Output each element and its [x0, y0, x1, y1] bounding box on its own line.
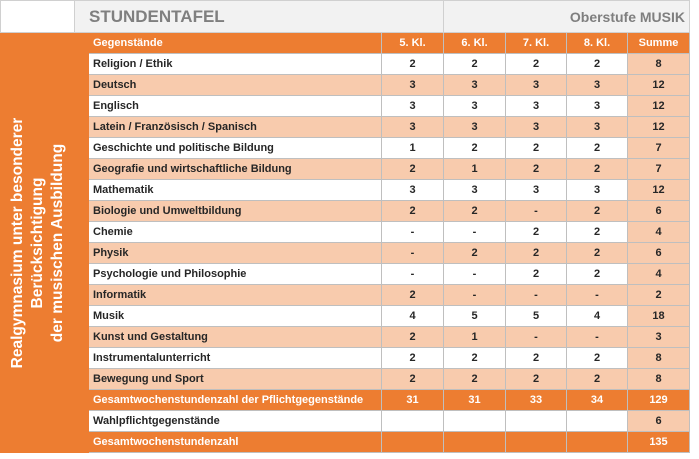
hours-k8: 2: [567, 138, 628, 159]
hours-k7: 2: [506, 369, 567, 390]
subject-name: Geografie und wirtschaftliche Bildung: [89, 159, 382, 180]
pflicht-total-sum: 129: [628, 390, 690, 411]
wahlpflicht-sum: 6: [628, 411, 690, 432]
wahlpflicht-k8: [567, 411, 628, 432]
hours-sum: 4: [628, 222, 690, 243]
subject-name: Religion / Ethik: [89, 54, 382, 75]
hours-k5: 3: [382, 180, 444, 201]
table-row: [1, 222, 690, 243]
subject-name: Englisch: [89, 96, 382, 117]
hours-k5: 3: [382, 96, 444, 117]
hours-sum: 6: [628, 243, 690, 264]
grand-total-k5: [382, 432, 444, 453]
hours-sum: 3: [628, 327, 690, 348]
hours-sum: 2: [628, 285, 690, 306]
page-subtitle: Oberstufe MUSIK: [444, 1, 690, 33]
table-row: [1, 327, 690, 348]
hours-k8: 2: [567, 264, 628, 285]
hours-k5: -: [382, 264, 444, 285]
column-header-subject: Gegenstände: [89, 33, 382, 54]
hours-k6: 3: [444, 96, 506, 117]
hours-k8: 2: [567, 54, 628, 75]
hours-k5: 2: [382, 201, 444, 222]
hours-k6: 1: [444, 327, 506, 348]
pflicht-total-k7: 33: [506, 390, 567, 411]
grand-total-row: [1, 432, 690, 453]
hours-k5: 2: [382, 54, 444, 75]
table-row: [1, 348, 690, 369]
table-row: [1, 159, 690, 180]
hours-k5: 2: [382, 285, 444, 306]
subject-name: Latein / Französisch / Spanisch: [89, 117, 382, 138]
subject-name: Mathematik: [89, 180, 382, 201]
wahlpflicht-k7: [506, 411, 567, 432]
table-row: [1, 264, 690, 285]
hours-sum: 8: [628, 54, 690, 75]
hours-k5: -: [382, 243, 444, 264]
hours-k7: 2: [506, 348, 567, 369]
hours-k8: 3: [567, 96, 628, 117]
column-header-k6: 6. Kl.: [444, 33, 506, 54]
hours-k5: 2: [382, 348, 444, 369]
hours-k7: 3: [506, 75, 567, 96]
wahlpflicht-k6: [444, 411, 506, 432]
hours-k5: 3: [382, 117, 444, 138]
hours-sum: 12: [628, 180, 690, 201]
subject-name: Chemie: [89, 222, 382, 243]
table-row: [1, 369, 690, 390]
column-header-sum: Summe: [628, 33, 690, 54]
table-row: [1, 138, 690, 159]
subject-name: Informatik: [89, 285, 382, 306]
subject-name: Geschichte und politische Bildung: [89, 138, 382, 159]
subject-name: Musik: [89, 306, 382, 327]
grand-total-label: Gesamtwochenstundenzahl: [89, 432, 382, 453]
table-row: [1, 306, 690, 327]
hours-k8: 2: [567, 348, 628, 369]
hours-sum: 6: [628, 201, 690, 222]
hours-k8: -: [567, 327, 628, 348]
hours-sum: 8: [628, 348, 690, 369]
hours-k6: 3: [444, 180, 506, 201]
hours-k8: 2: [567, 222, 628, 243]
table-row: [1, 180, 690, 201]
hours-sum: 7: [628, 159, 690, 180]
header-row: [1, 33, 690, 54]
side-label-cell: [1, 33, 75, 453]
hours-k8: -: [567, 285, 628, 306]
hours-k8: 3: [567, 180, 628, 201]
side-label-line: Berücksichtigung: [28, 177, 46, 308]
pflicht-total-label: Gesamtwochenstundenzahl der Pflichtgegenstände: [89, 390, 382, 411]
hours-k5: -: [382, 222, 444, 243]
hours-k7: -: [506, 327, 567, 348]
corner-cell: [1, 1, 75, 33]
hours-k7: 2: [506, 264, 567, 285]
hours-k8: 2: [567, 159, 628, 180]
hours-k7: 3: [506, 96, 567, 117]
table-row: [1, 285, 690, 306]
hours-k5: 2: [382, 327, 444, 348]
hours-sum: 12: [628, 96, 690, 117]
side-label: [8, 117, 68, 368]
hours-sum: 12: [628, 117, 690, 138]
hours-sum: 7: [628, 138, 690, 159]
hours-k5: 4: [382, 306, 444, 327]
hours-k6: 2: [444, 348, 506, 369]
hours-k6: 2: [444, 138, 506, 159]
hours-k7: 2: [506, 222, 567, 243]
hours-k5: 2: [382, 159, 444, 180]
hours-k8: 2: [567, 369, 628, 390]
column-header-k5: 5. Kl.: [382, 33, 444, 54]
wahlpflicht-k5: [382, 411, 444, 432]
hours-k6: 5: [444, 306, 506, 327]
hours-k6: 2: [444, 369, 506, 390]
grand-total-k6: [444, 432, 506, 453]
table-row: [1, 117, 690, 138]
hours-k7: 3: [506, 117, 567, 138]
hours-k6: -: [444, 264, 506, 285]
subject-name: Kunst und Gestaltung: [89, 327, 382, 348]
table-row: [1, 54, 690, 75]
table-row: [1, 243, 690, 264]
subject-name: Psychologie und Philosophie: [89, 264, 382, 285]
subject-name: Biologie und Umweltbildung: [89, 201, 382, 222]
hours-k8: 3: [567, 117, 628, 138]
hours-k7: -: [506, 285, 567, 306]
column-header-k8: 8. Kl.: [567, 33, 628, 54]
hours-sum: 8: [628, 369, 690, 390]
pflicht-total-row: [1, 390, 690, 411]
table-row: [1, 201, 690, 222]
hours-k5: 3: [382, 75, 444, 96]
grand-total-k7: [506, 432, 567, 453]
side-label-line: Realgymnasium unter besonderer: [8, 117, 26, 368]
subject-name: Instrumentalunterricht: [89, 348, 382, 369]
hours-k6: 3: [444, 117, 506, 138]
grand-total-k8: [567, 432, 628, 453]
hours-k6: 2: [444, 201, 506, 222]
hours-k7: 2: [506, 243, 567, 264]
hours-k6: 2: [444, 243, 506, 264]
hours-k5: 2: [382, 369, 444, 390]
table-row: [1, 96, 690, 117]
hours-sum: 4: [628, 264, 690, 285]
subject-name: Deutsch: [89, 75, 382, 96]
grand-total-sum: 135: [628, 432, 690, 453]
hours-sum: 12: [628, 75, 690, 96]
hours-k8: 3: [567, 75, 628, 96]
hours-sum: 18: [628, 306, 690, 327]
pflicht-total-k8: 34: [567, 390, 628, 411]
hours-k6: 3: [444, 75, 506, 96]
pflicht-total-k6: 31: [444, 390, 506, 411]
table-row: [1, 75, 690, 96]
hours-k6: 1: [444, 159, 506, 180]
hours-k7: 5: [506, 306, 567, 327]
hours-k8: 4: [567, 306, 628, 327]
column-header-k7: 7. Kl.: [506, 33, 567, 54]
page-title: STUNDENTAFEL: [75, 1, 444, 33]
hours-k8: 2: [567, 243, 628, 264]
hours-k7: 2: [506, 159, 567, 180]
hours-k5: 1: [382, 138, 444, 159]
subject-name: Physik: [89, 243, 382, 264]
pflicht-total-k5: 31: [382, 390, 444, 411]
hours-k6: -: [444, 222, 506, 243]
hours-k7: 2: [506, 54, 567, 75]
hours-k6: -: [444, 285, 506, 306]
wahlpflicht-row: [1, 411, 690, 432]
hours-k6: 2: [444, 54, 506, 75]
hours-k7: 3: [506, 180, 567, 201]
wahlpflicht-label: Wahlpflichtgegenstände: [89, 411, 382, 432]
side-label-line: der musischen Ausbildung: [48, 143, 66, 342]
hours-k8: 2: [567, 201, 628, 222]
hours-k7: 2: [506, 138, 567, 159]
side-spacer: [75, 33, 89, 453]
subject-name: Bewegung und Sport: [89, 369, 382, 390]
hours-k7: -: [506, 201, 567, 222]
